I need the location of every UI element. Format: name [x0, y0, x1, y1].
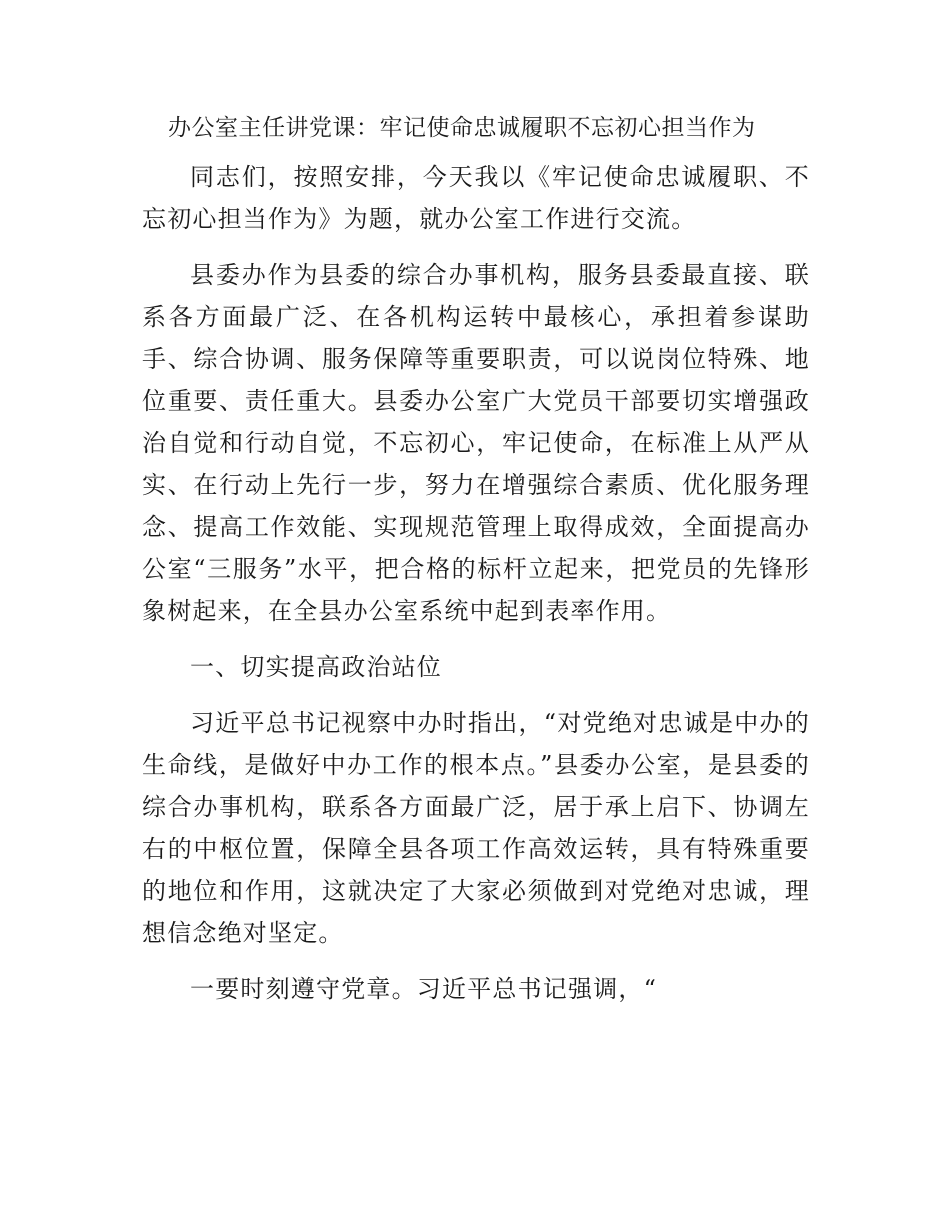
- paragraph-role-of-office: 县委办作为县委的综合办事机构，服务县委最直接、联系各方面最广泛、在各机构运转中最核心，承担着参谋助手、综合协调、服务保障等重要职责，可以说岗位特殊、地位重要、责任重大。县委办公室广大党员干部要切实增强政治自觉和行动自觉，不忘初心，牢记使命，在标准上从严从实、在行动上先行一步，努力在增强综合素质、优化服务理念、提高工作效能、实现规范管理上取得成效，全面提高办公室“三服务”水平，把合格的标杆立起来，把党员的先锋形象树起来，在全县办公室系统中起到表率作用。: [142, 261, 810, 625]
- paragraph-loyalty: 习近平总书记视察中办时指出，“对党绝对忠诚是中办的生命线，是做好中办工作的根本点。”县委办公室，是县委的综合办事机构，联系各方面最广泛，居于承上启下、协调左右的中枢位置，保障全县各项工作高效运转，具有特殊重要的地位和作用，这就决定了大家必须做到对党绝对忠诚，理想信念绝对坚定。: [142, 709, 810, 947]
- document-title: 办公室主任讲党课：牢记使命忠诚履职不忘初心担当作为: [168, 115, 756, 141]
- paragraph-opening: 同志们，按照安排，今天我以《牢记使命忠诚履职、不忘初心担当作为》为题，就办公室工作进行交流。: [142, 163, 810, 233]
- paragraph-party-constitution: 一要时刻遵守党章。习近平总书记强调，“: [190, 975, 658, 1003]
- document-body: [142, 108, 810, 1010]
- section-heading-1: 一、切实提高政治站位: [190, 653, 442, 681]
